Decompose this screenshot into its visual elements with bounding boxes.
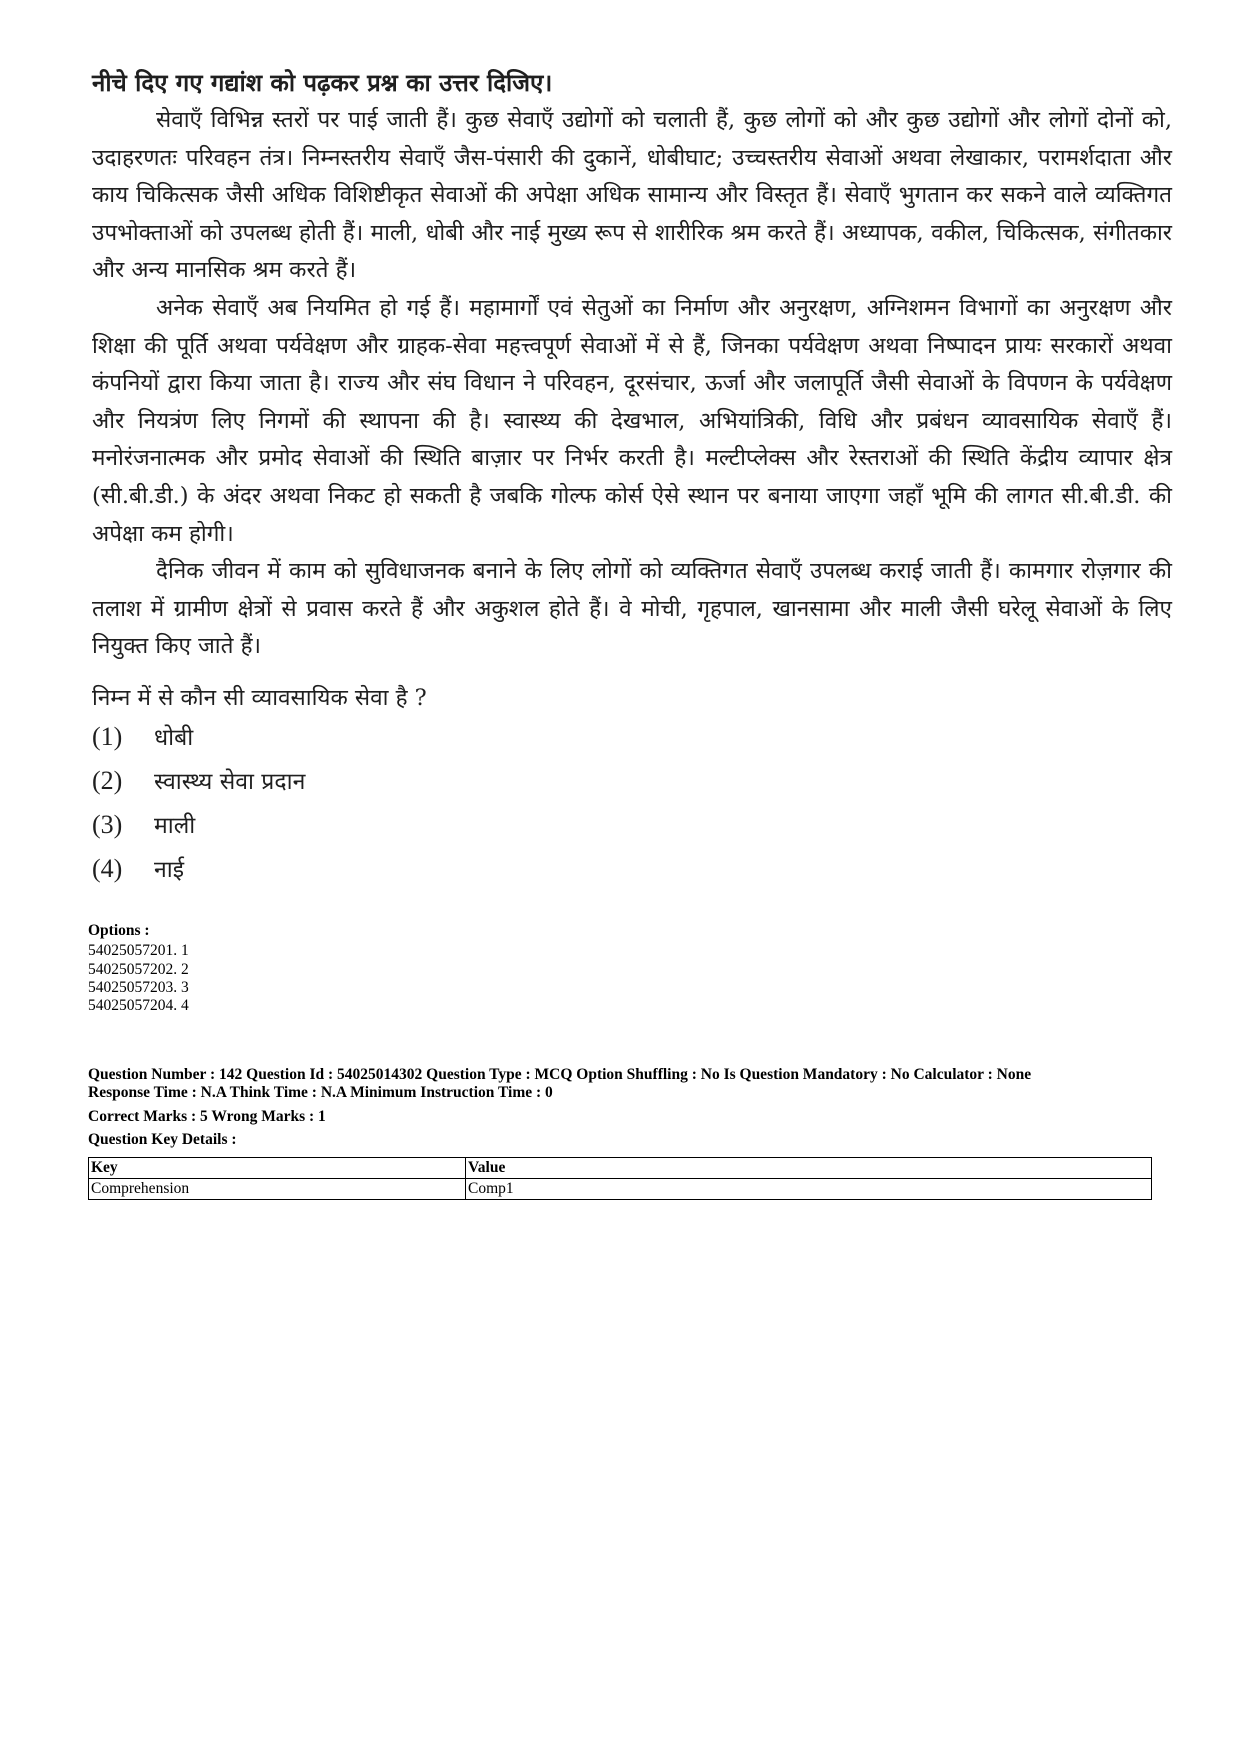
question-info-line-1: Question Number : 142 Question Id : 54025014302 Question Type : MCQ Option Shuffling : No Is Question Mandatory : No Calculator : None xyxy=(88,1066,1032,1083)
choice-item xyxy=(92,850,1172,894)
options-label: Options : xyxy=(88,922,150,939)
choice-number: (1) xyxy=(92,721,123,751)
key-details-table xyxy=(88,1157,1152,1200)
question-image xyxy=(92,64,1172,910)
choice-number: (4) xyxy=(92,853,123,883)
table-header-row xyxy=(89,1158,1152,1179)
choice-item xyxy=(92,718,1172,762)
table-cell-value: Comp1 xyxy=(466,1179,1152,1200)
choice-number: (3) xyxy=(92,809,123,839)
option-id: 54025057201. 1 xyxy=(88,942,189,960)
question-info xyxy=(88,1066,1158,1149)
table-header-key: Key xyxy=(89,1158,466,1179)
table-cell-key: Comprehension xyxy=(89,1179,466,1200)
option-id: 54025057203. 3 xyxy=(88,978,189,996)
question-text: निम्न में से कौन सी व्यावसायिक सेवा है ? xyxy=(92,684,427,711)
key-details-label: Question Key Details : xyxy=(88,1130,237,1148)
option-id: 54025057202. 2 xyxy=(88,960,189,978)
choice-text: स्वास्थ्य सेवा प्रदान xyxy=(154,768,306,795)
choice-item xyxy=(92,762,1172,806)
options-list xyxy=(88,942,1153,1015)
passage-paragraph-1: सेवाएँ विभिन्न स्तरों पर पाई जाती हैं। कुछ सेवाएँ उद्योगों को चलाती हैं, कुछ लोगों को और कुछ उद्योगों और लोगों दोनों को, उदाहरणतः परिवहन तंत्र। निम्नस्तरीय सेवाएँ जैस-पंसारी की दुकानें, धोबीघाट; उच्चस्तरीय सेवाओं अथवा लेखाकार, परामर्शदाता और काय चिकित्सक जैसी अधिक विशिष्टीकृत सेवाओं की अपेक्षा अधिक सामान्य और विस्तृत हैं। सेवाएँ भुगतान कर सकने वाले व्यक्तिगत उपभोक्ताओं को उपलब्ध होती हैं। माली, धोबी और नाई मुख्य रूप से शारीरिक श्रम करते हैं। अध्यापक, वकील, चिकित्सक, संगीतकार और अन्य मानसिक श्रम करते हैं। xyxy=(92,107,1172,284)
table-row xyxy=(89,1179,1152,1200)
passage-heading: नीचे दिए गए गद्यांश को पढ़कर प्रश्न का उत्तर दिजिए। xyxy=(92,68,553,97)
options-block xyxy=(88,922,1153,1015)
marks-line: Correct Marks : 5 Wrong Marks : 1 xyxy=(88,1107,326,1125)
passage-paragraph-3: दैनिक जीवन में काम को सुविधाजनक बनाने के लिए लोगों को व्यक्तिगत सेवाएँ उपलब्ध कराई जाती हैं। कामगार रोज़गार की तलाश में ग्रामीण क्षेत्रों से प्रवास करते हैं और अकुशल होते हैं। वे मोची, गृहपाल, खानसामा और माली जैसी घरेलू सेवाओं के लिए नियुक्त किए जाते हैं। xyxy=(92,558,1172,660)
choice-text: नाई xyxy=(154,856,185,883)
question-info-line-2: Response Time : N.A Think Time : N.A Minimum Instruction Time : 0 xyxy=(88,1084,553,1102)
choice-item xyxy=(92,806,1172,850)
choice-list xyxy=(92,718,1172,894)
choice-text: धोबी xyxy=(154,724,194,751)
option-id: 54025057204. 4 xyxy=(88,997,189,1015)
table-header-value: Value xyxy=(466,1158,1152,1179)
passage-paragraph-2: अनेक सेवाएँ अब नियमित हो गई हैं। महामार्गों एवं सेतुओं का निर्माण और अनुरक्षण, अग्निशमन विभागों का अनुरक्षण और शिक्षा की पूर्ति अथवा पर्यवेक्षण और ग्राहक-सेवा महत्त्वपूर्ण सेवाओं में से हैं, जिनका पर्यवेक्षण अथवा निष्पादन प्रायः सरकारों अथवा कंपनियों द्वारा किया जाता है। राज्य और संघ विधान ने परिवहन, दूरसंचार, ऊर्जा और जलापूर्ति जैसी सेवाओं के विपणन के पर्यवेक्षण और नियत्रंण लिए निगमों की स्थापना की है। स्वास्थ्य की देखभाल, अभियांत्रिकी, विधि और प्रबंधन व्यावसायिक सेवाएँ हैं। मनोरंजनात्मक और प्रमोद सेवाओं की स्थिति बाज़ार पर निर्भर करती है। मल्टीप्लेक्स और रेस्तराओं की स्थिति केंद्रीय व्यापार क्षेत्र (सी.बी.डी.) के अंदर अथवा निकट हो सकती है जबकि गोल्फ कोर्स ऐसे स्थान पर बनाया जाएगा जहाँ भूमि की लागत सी.बी.डी. की अपेक्षा कम होगी। xyxy=(92,294,1172,547)
choice-text: माली xyxy=(154,812,196,839)
choice-number: (2) xyxy=(92,765,123,795)
